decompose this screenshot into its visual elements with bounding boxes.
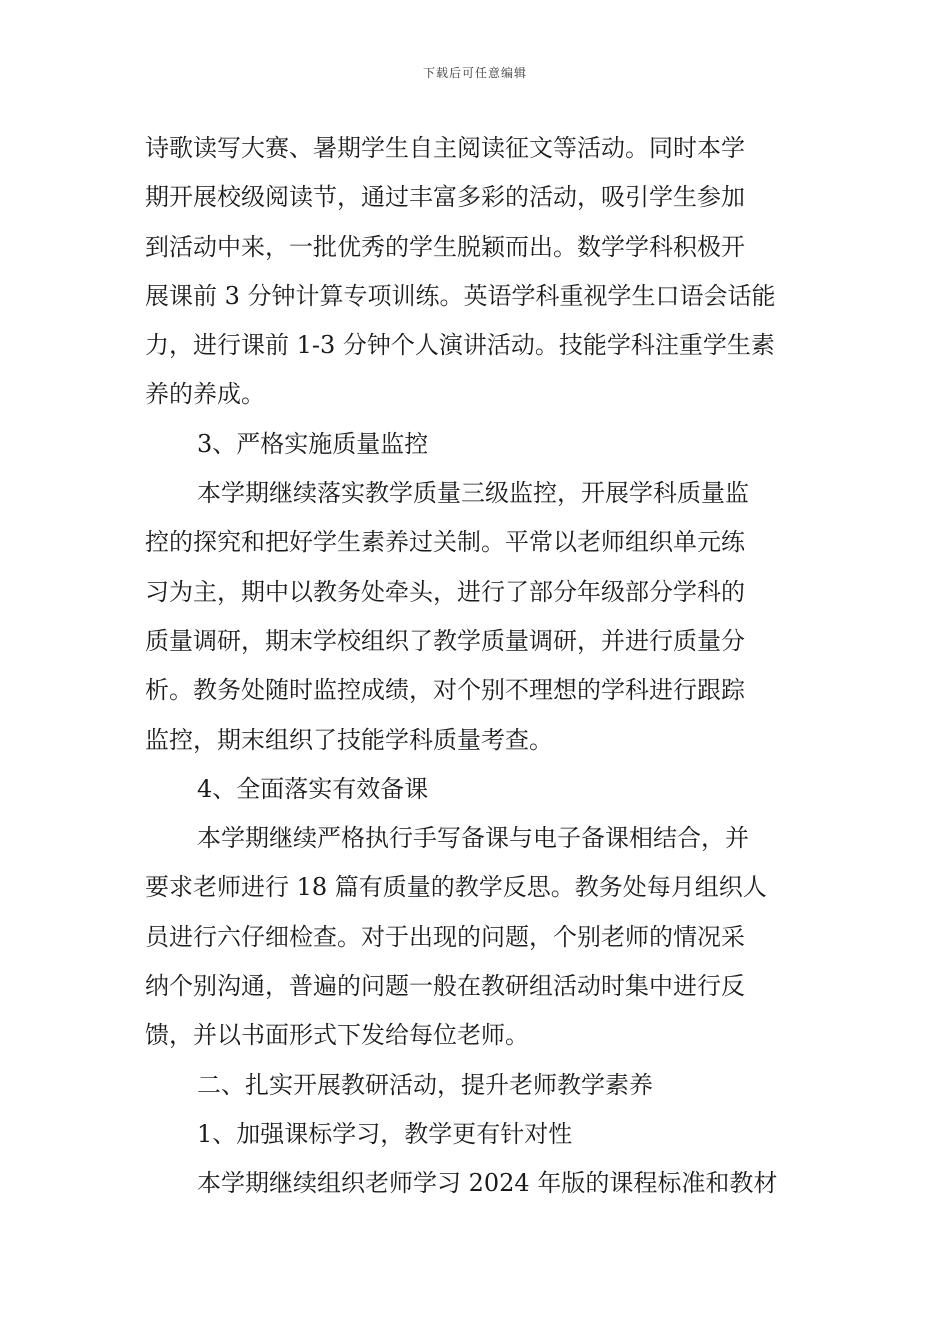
text-line: 本学期继续组织老师学习 2024 年版的课程标准和教材 [197,1169,778,1198]
text-line: 监控，期末组织了技能学科质量考查。 [145,725,553,754]
text-line: 控的探究和把好学生素养过关制。平常以老师组织单元练 [145,528,745,557]
text-line: 1、加强课标学习，教学更有针对性 [197,1119,573,1148]
text-line: 纳个别沟通，普遍的问题一般在教研组活动时集中进行反 [145,972,745,1001]
text-line: 本学期继续严格执行手写备课与电子备课相结合，并 [197,824,749,853]
text-line: 员进行六仔细检查。对于出现的问题，个别老师的情况采 [145,922,745,951]
text-line: 展课前 3 分钟计算专项训练。英语学科重视学生口语会话能 [145,281,776,310]
text-line: 习为主，期中以教务处牵头，进行了部分年级部分学科的 [145,577,745,606]
text-line: 期开展校级阅读节，通过丰富多彩的活动，吸引学生参加 [145,183,745,212]
text-line: 质量调研，期末学校组织了教学质量调研，并进行质量分 [145,626,745,655]
text-line: 3、严格实施质量监控 [197,429,429,458]
text-line: 力，进行课前 1-3 分钟个人演讲活动。技能学科注重学生素 [145,331,775,360]
text-line: 诗歌读写大赛、暑期学生自主阅读征文等活动。同时本学 [145,134,745,162]
text-line: 要求老师进行 18 篇有质量的教学反思。教务处每月组织人 [145,873,767,902]
text-line: 本学期继续落实教学质量三级监控，开展学科质量监 [197,479,749,508]
text-line: 馈，并以书面形式下发给每位老师。 [145,1021,529,1050]
text-line: 到活动中来，一批优秀的学生脱颖而出。数学学科积极开 [145,232,745,261]
text-line: 二、扎实开展教研活动，提升老师教学素养 [197,1070,653,1099]
page-header: 下载后可任意编辑 [422,66,527,80]
text-line: 养的养成。 [145,380,265,409]
text-line: 析。教务处随时监控成绩，对个别不理想的学科进行跟踪 [145,676,745,705]
document-body [145,124,810,1209]
text-line: 4、全面落实有效备课 [197,774,429,803]
